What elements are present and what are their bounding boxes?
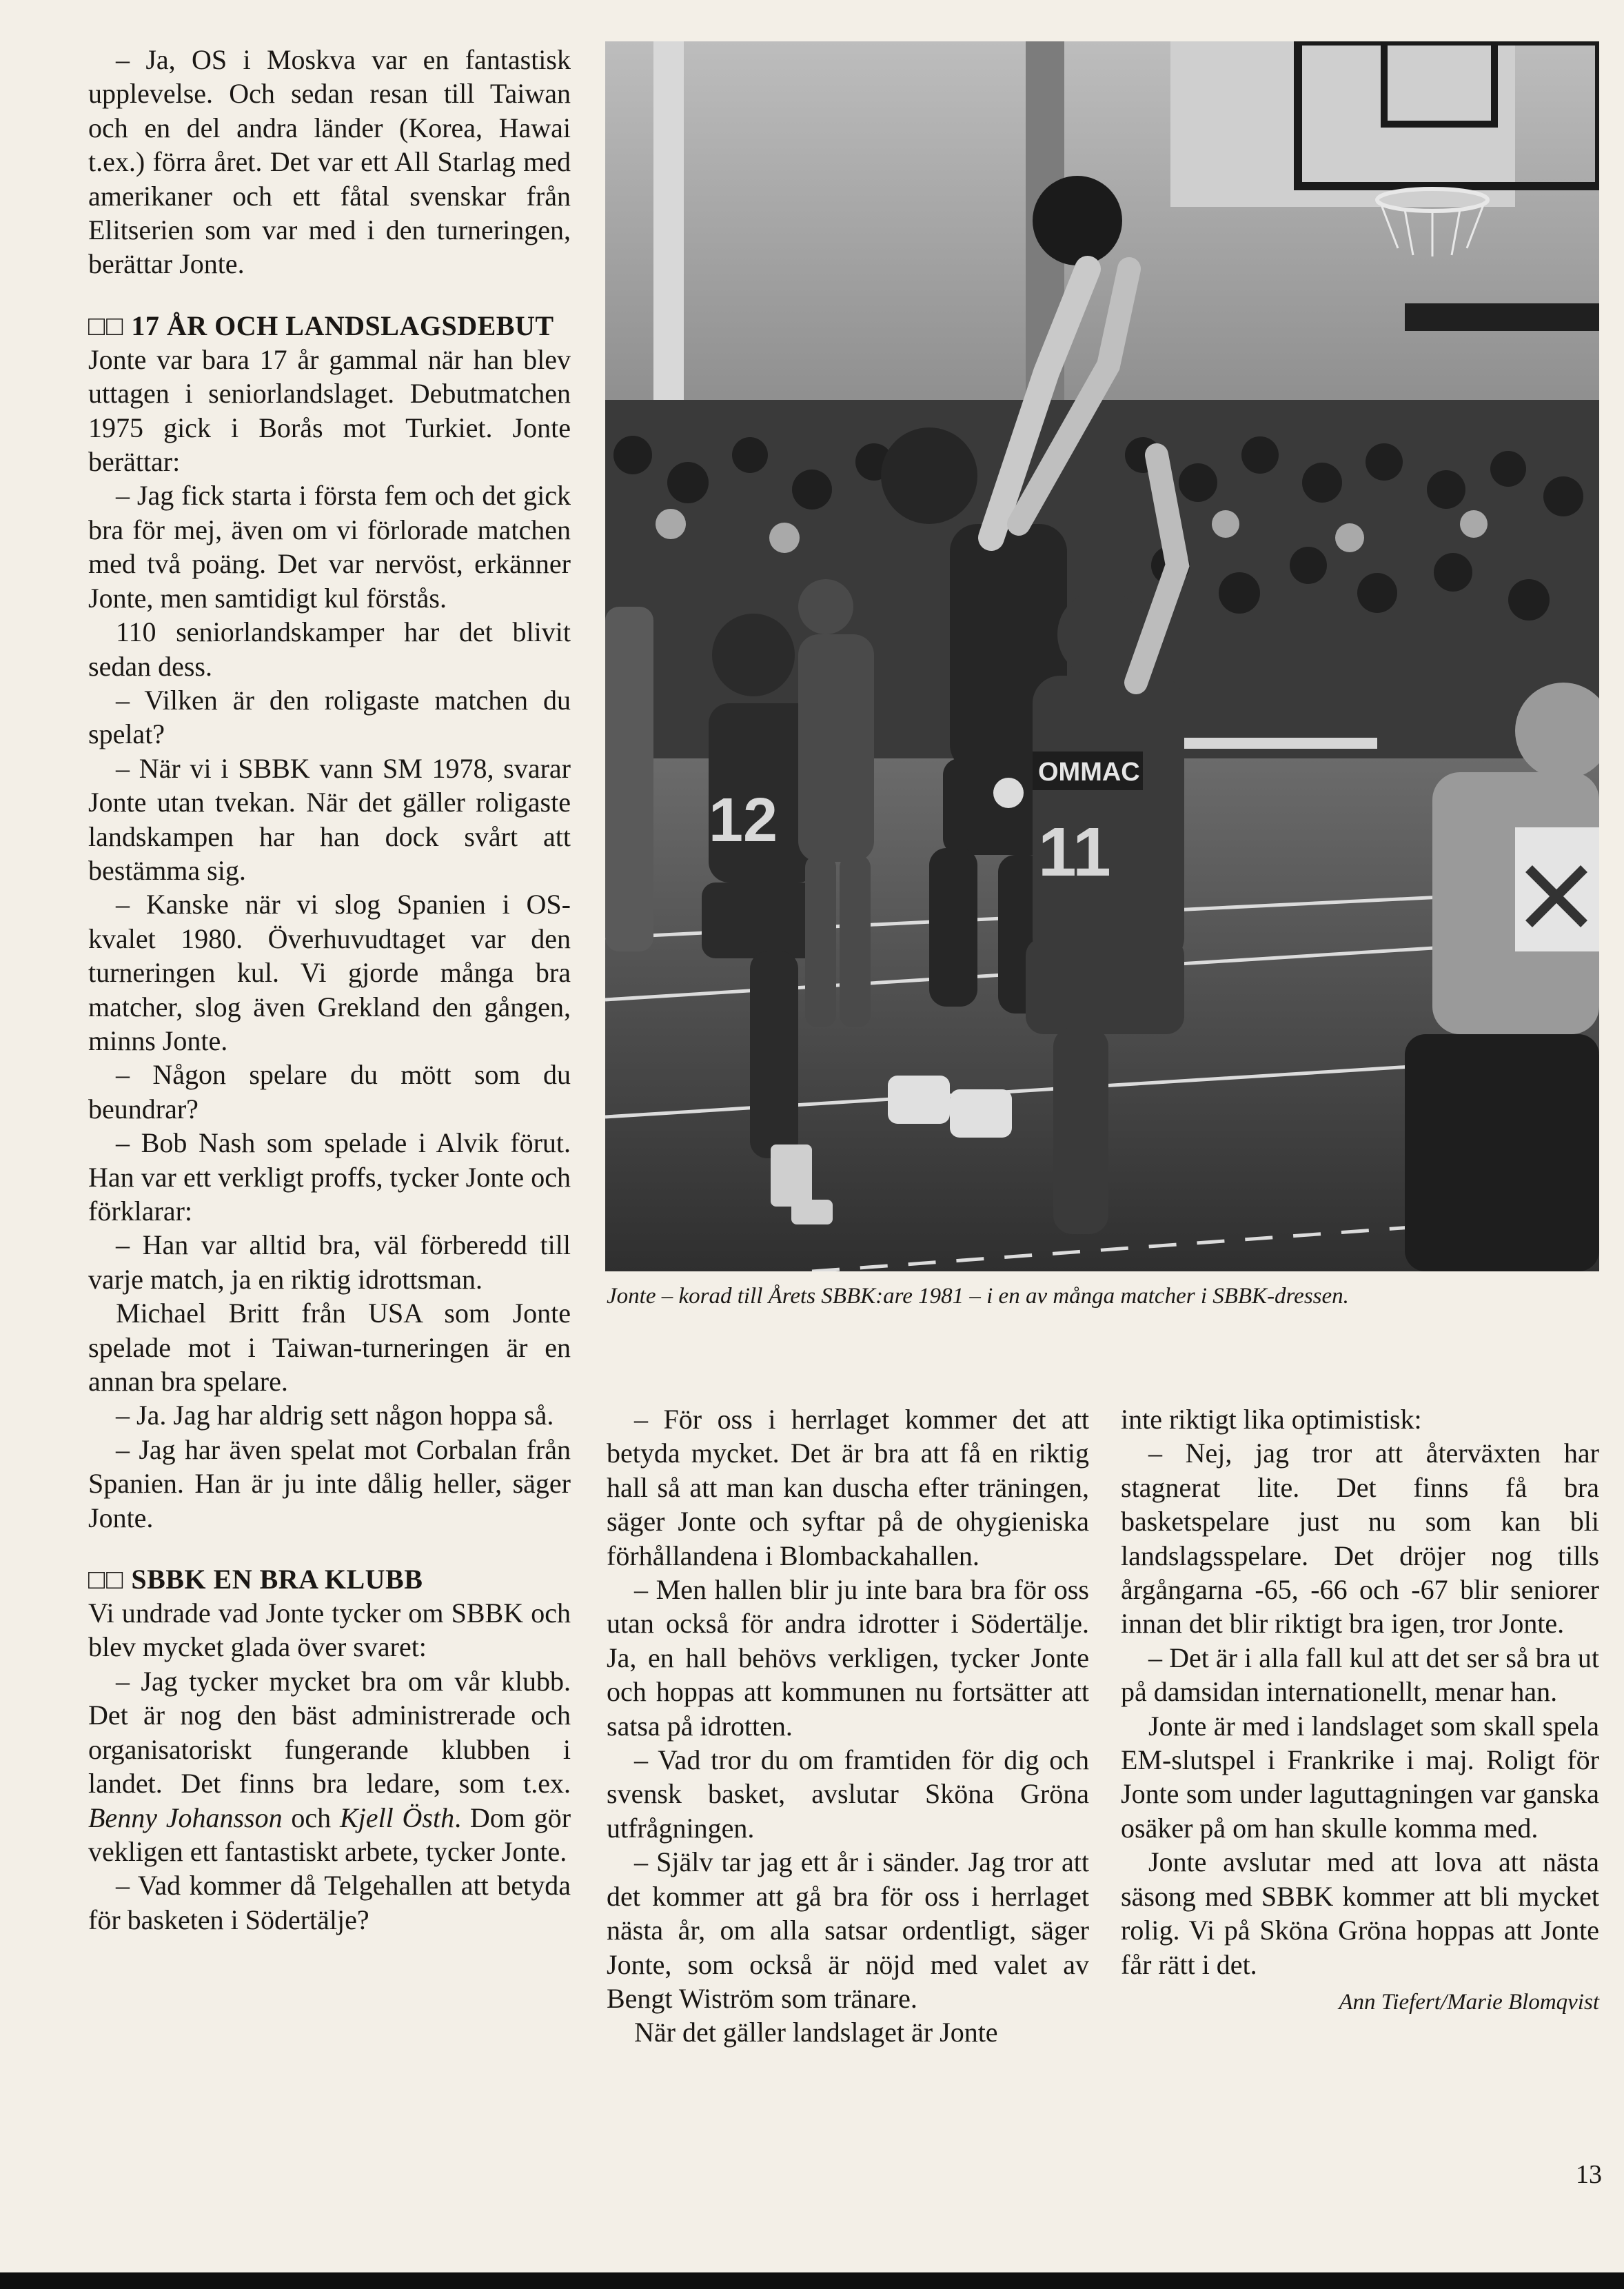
person-name: Benny Johansson: [88, 1802, 283, 1833]
paragraph: – För oss i herrlaget kommer det att betyda mycket. Det är bra att få en riktig hall så att man kan duscha efter träningen, säger Jonte och syftar på de ohygieniska förhållandena i Blombackahallen.: [607, 1404, 1089, 1571]
paragraph: – Någon spelare du mött som du beundrar?: [88, 1059, 571, 1125]
paragraph-text: – Jag tycker mycket bra om vår klubb. Det är nog den bäst administrerade och organisatoriskt fungerande klubben i landet. Det finns bra ledare, som t.ex.: [88, 1665, 571, 1799]
paragraph: – Ja, OS i Moskva var en fantastisk upplevelse. Och sedan resan till Taiwan och en del andra länder (Korea, Hawai t.ex.) förra året. Det var ett All Starlag med amerikaner och ett fåtal svenskar från Elitserien som var med i den turneringen, berättar Jonte.: [88, 44, 571, 280]
paragraph: – Det är i alla fall kul att det ser så bra ut på damsidan internationellt, menar han.: [1121, 1642, 1599, 1708]
paragraph: 110 seniorlandskamper har det blivit sedan dess.: [88, 616, 571, 682]
paragraph: Jonte är med i landslaget som skall spela EM-slutspel i Frankrike i maj. Roligt för Jonte som under laguttagningen var ganska osäker på om han skulle komma med.: [1121, 1710, 1599, 1844]
paragraph: – När vi i SBBK vann SM 1978, svarar Jonte utan tvekan. När det gäller roligaste landskampen har han dock svårt att bestämma sig.: [88, 752, 571, 886]
author-signature: Ann Tiefert/Marie Blomqvist: [1339, 1989, 1599, 2015]
basketball-photo: [605, 41, 1599, 1271]
paragraph: – Vad tror du om framtiden för dig och svensk basket, avslutar Sköna Gröna utfrågningen.: [607, 1744, 1089, 1844]
page-number: 13: [1576, 2160, 1602, 2189]
paragraph: – Själv tar jag ett år i sänder. Jag tror att det kommer att gå bra för oss i herrlaget nästa år, om alla satsar ordentligt, säger Jonte, som också är nöjd med valet av Bengt Wiström som tränare.: [607, 1846, 1089, 2014]
person-name: Kjell Östh: [339, 1802, 455, 1833]
jersey-number-left: 12: [709, 786, 778, 855]
photo-caption: Jonte – korad till Årets SBBK:are 1981 – i en av många matcher i SBBK-dressen.: [607, 1284, 1349, 1309]
paragraph: – Ja. Jag har aldrig sett någon hoppa så.: [116, 1400, 554, 1431]
paragraph-text: . Dom gör vekligen ett fantastiskt arbete, tycker Jonte.: [88, 1802, 571, 1867]
section-heading: [88, 309, 571, 343]
paragraph: – Vilken är den roligaste matchen du spelat?: [88, 684, 571, 750]
heading-text: 17 ÅR OCH LANDSLAGSDEBUT: [131, 310, 554, 341]
heading-boxes: □□: [88, 310, 125, 341]
jersey-sponsor: OMMAC: [1038, 758, 1140, 787]
section-heading: [88, 1562, 571, 1596]
paragraph: Vi undrade vad Jonte tycker om SBBK och blev mycket glada över svaret:: [88, 1597, 571, 1663]
article-column-right: [1121, 1402, 1599, 2019]
paragraph: – Nej, jag tror att återväxten har stagnerat lite. Det finns få bra basketspelare just nu som kan bli landslagsspelare. Det dröjer nog tills årgångarna -65, -66 och -67 blir seniorer innan det blir riktigt bra igen, tror Jonte.: [1121, 1438, 1599, 1640]
paragraph: – Kanske när vi slog Spanien i OS-kvalet 1980. Överhuvudtaget var den turneringen kul. Vi gjorde många bra matcher, slog även Grekland den gången, minns Jonte.: [88, 889, 571, 1056]
paragraph: – Bob Nash som spelade i Alvik förut. Han var ett verkligt proffs, tycker Jonte och förklarar:: [88, 1127, 571, 1227]
heading-boxes: □□: [88, 1564, 125, 1595]
paragraph: – Han var alltid bra, väl förberedd till varje match, ja en riktig idrottsman.: [88, 1229, 571, 1295]
article-column-middle: [607, 1402, 1089, 2050]
paragraph: [88, 1664, 571, 1868]
paragraph: – Men hallen blir ju inte bara bra för oss utan också för andra idrotter i Södertälje. Ja, en hall behövs verkligen, tycker Jonte och hoppas att kommunen nu fortsätter att satsa på idrotten.: [607, 1574, 1089, 1742]
jersey-number-right: 11: [1038, 814, 1111, 891]
paragraph: Jonte var bara 17 år gammal när han blev uttagen i seniorlandslaget. Debutmatchen 1975 gick i Borås mot Turkiet. Jonte berättar:: [88, 343, 571, 478]
scan-edge: [0, 2272, 1624, 2289]
article-column-left: [88, 43, 571, 1937]
paragraph: Michael Britt från USA som Jonte spelade mot i Taiwan-turneringen är en annan bra spelare.: [88, 1298, 571, 1398]
paragraph: – Vad kommer då Telgehallen att betyda för basketen i Södertälje?: [88, 1870, 571, 1935]
heading-text: SBBK EN BRA KLUBB: [131, 1564, 423, 1595]
paragraph: – Jag fick starta i första fem och det gick bra för mej, även om vi förlorade matchen med två poäng. Det var nervöst, erkänner Jonte, men samtidigt kul förstås.: [88, 480, 571, 614]
paragraph-text: och: [291, 1802, 332, 1833]
paragraph: inte riktigt lika optimistisk:: [1121, 1404, 1422, 1435]
paragraph: – Jag har även spelat mot Corbalan från Spanien. Han är ju inte dålig heller, säger Jonte.: [88, 1433, 571, 1533]
paragraph: Jonte avslutar med att lova att nästa säsong med SBBK kommer att bli mycket rolig. Vi på Sköna Gröna hoppas att Jonte får rätt i det.: [1121, 1846, 1599, 1980]
paragraph: När det gäller landslaget är Jonte: [634, 2017, 998, 2048]
